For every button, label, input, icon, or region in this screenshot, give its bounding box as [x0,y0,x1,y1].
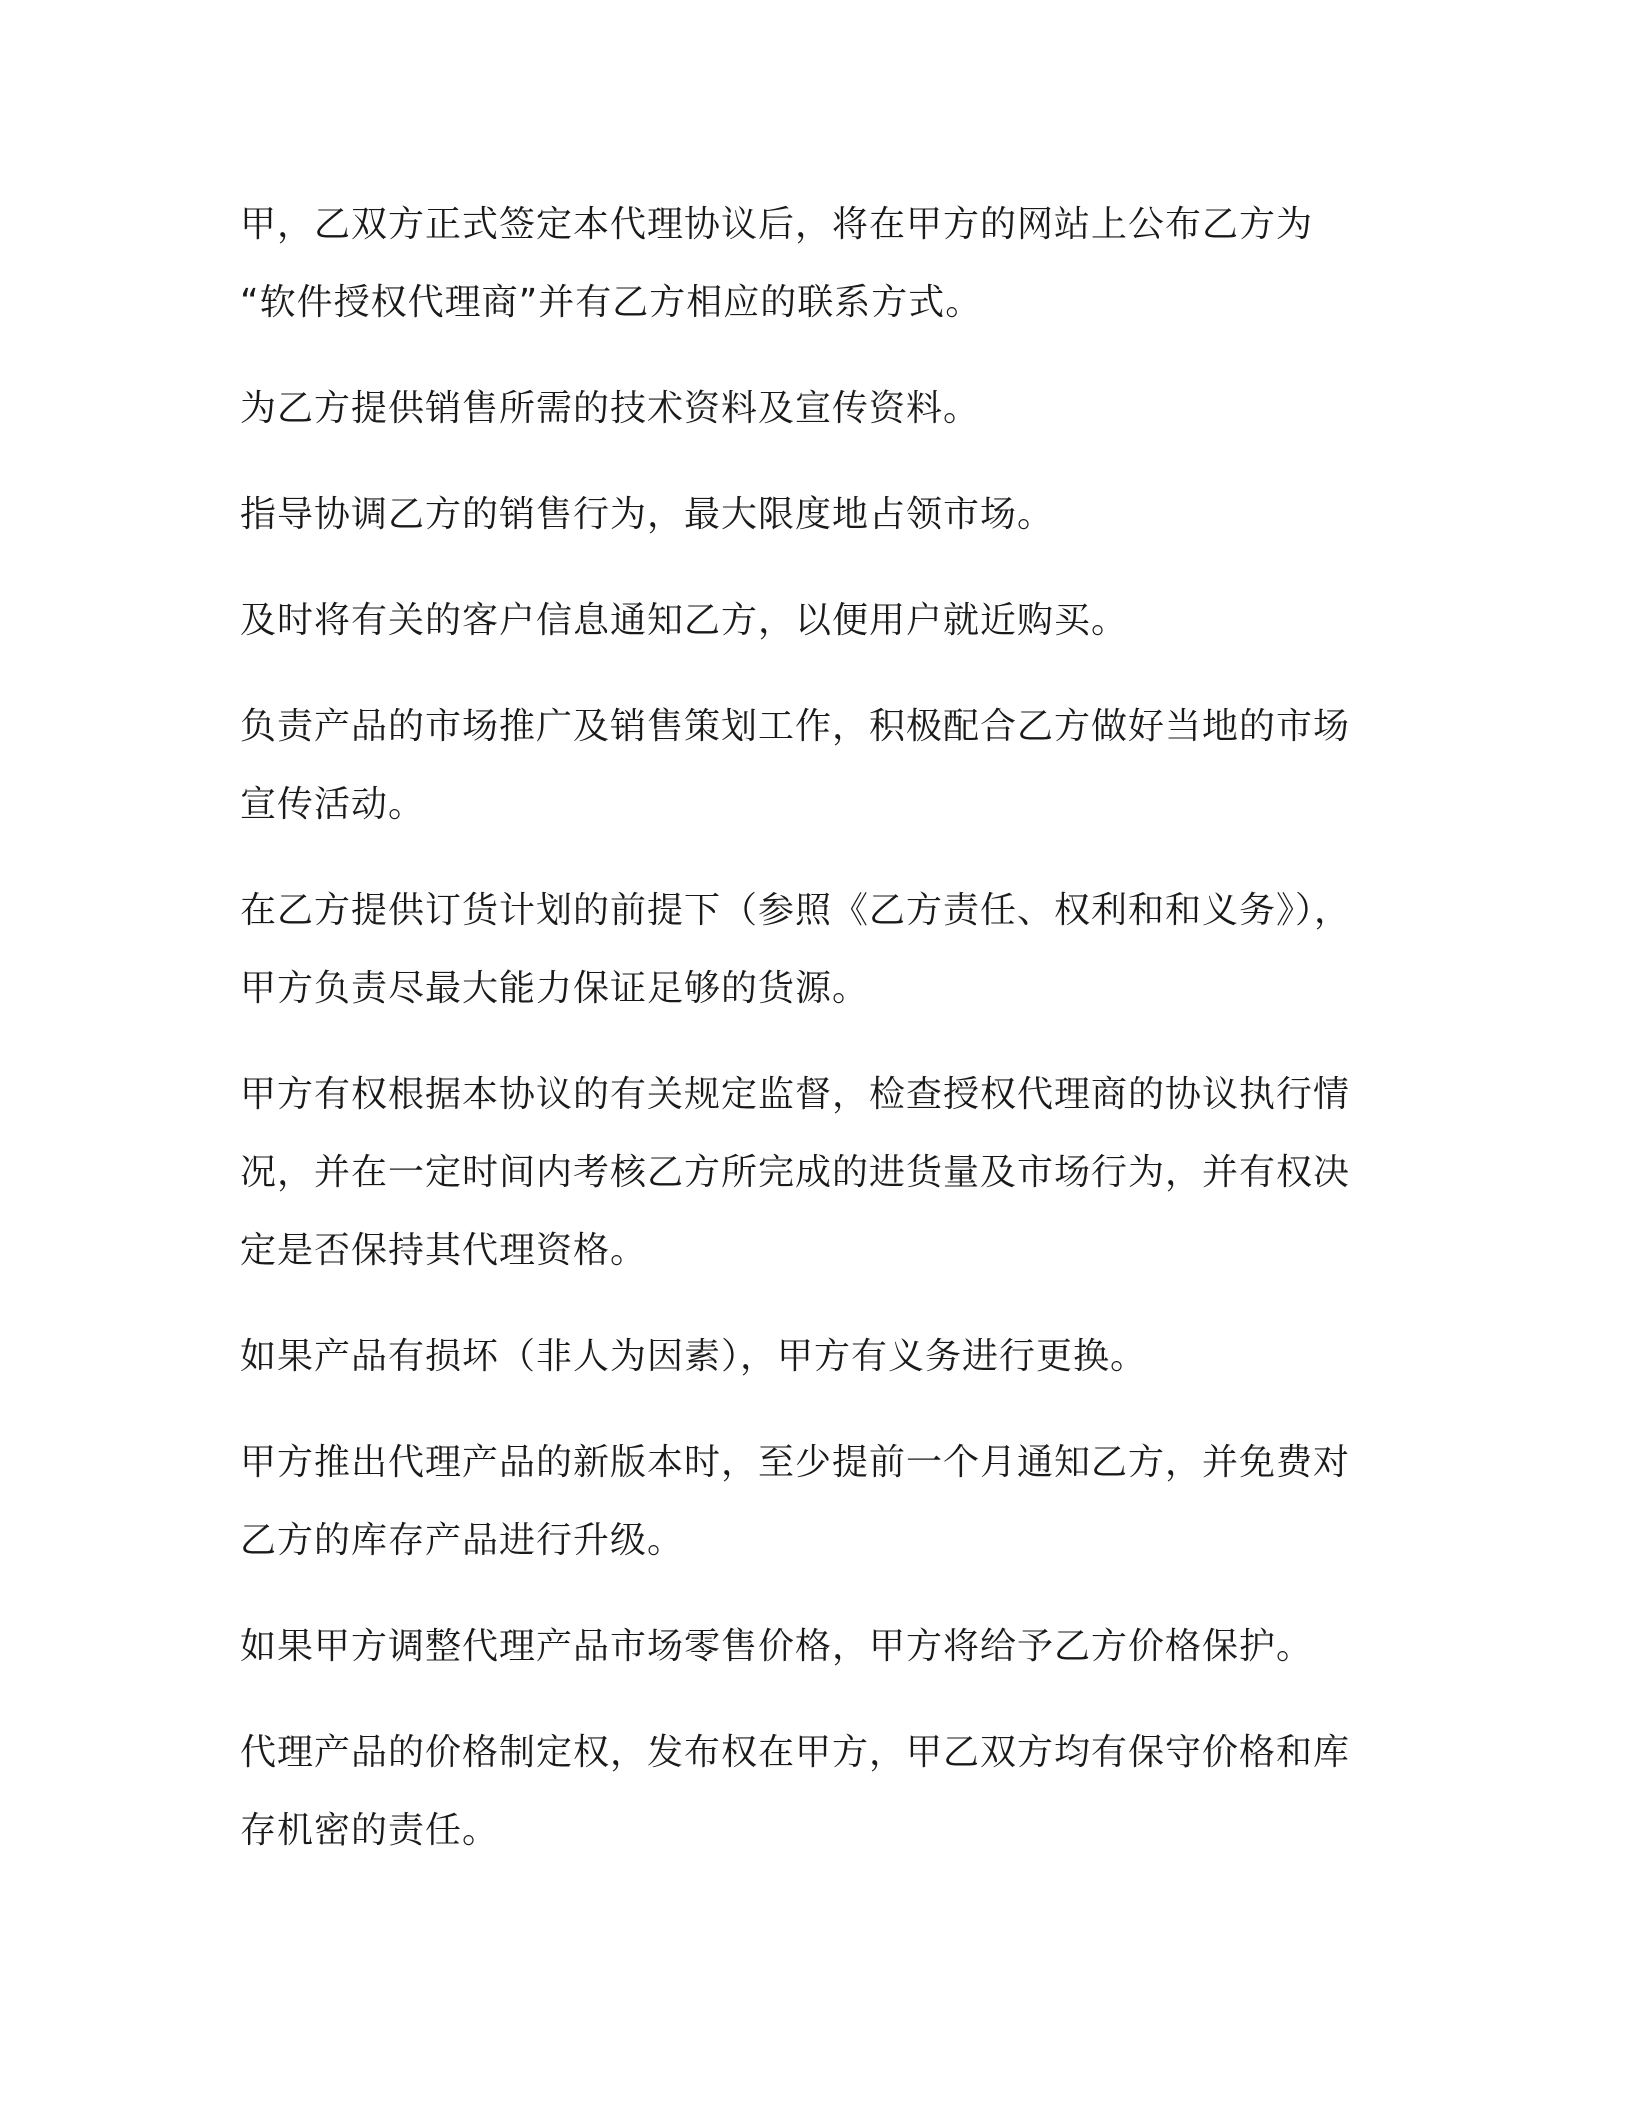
paragraph-market-promotion: 负责产品的市场推广及销售策划工作，积极配合乙方做好当地的市场 宣传活动。 [240,706,1351,825]
paragraph-technical-materials: 为乙方提供销售所需的技术资料及宣传资料。 [240,388,981,429]
paragraph-sales-guidance: 指导协调乙方的销售行为，最大限度地占领市场。 [240,494,1055,535]
paragraph-website-announcement: 甲，乙双方正式签定本代理协议后，将在甲方的网站上公布乙方为 “软件授权代理商”并有乙方相应的联系方式。 [240,204,1314,323]
paragraph-customer-info: 及时将有关的客户信息通知乙方，以便用户就近购买。 [240,600,1129,641]
paragraph-pricing-rights: 代理产品的价格制定权，发布权在甲方，甲乙双方均有保守价格和库 存机密的责任。 [240,1732,1351,1851]
paragraph-product-replacement: 如果产品有损坏（非人为因素），甲方有义务进行更换。 [240,1336,1148,1377]
paragraph-supervision-rights: 甲方有权根据本协议的有关规定监督，检查授权代理商的协议执行情 况，并在一定时间内考核乙方所完成的进货量及市场行为，并有权决 定是否保持其代理资格。 [240,1074,1351,1271]
paragraph-supply-guarantee: 在乙方提供订货计划的前提下（参照《乙方责任、权利和和义务》）， 甲方负责尽最大能力保证足够的货源。 [240,890,1352,1009]
document-body [240,186,1385,1898]
paragraph-price-protection: 如果甲方调整代理产品市场零售价格，甲方将给予乙方价格保护。 [240,1626,1314,1667]
paragraph-version-upgrade: 甲方推出代理产品的新版本时，至少提前一个月通知乙方，并免费对 乙方的库存产品进行升级。 [240,1442,1351,1561]
